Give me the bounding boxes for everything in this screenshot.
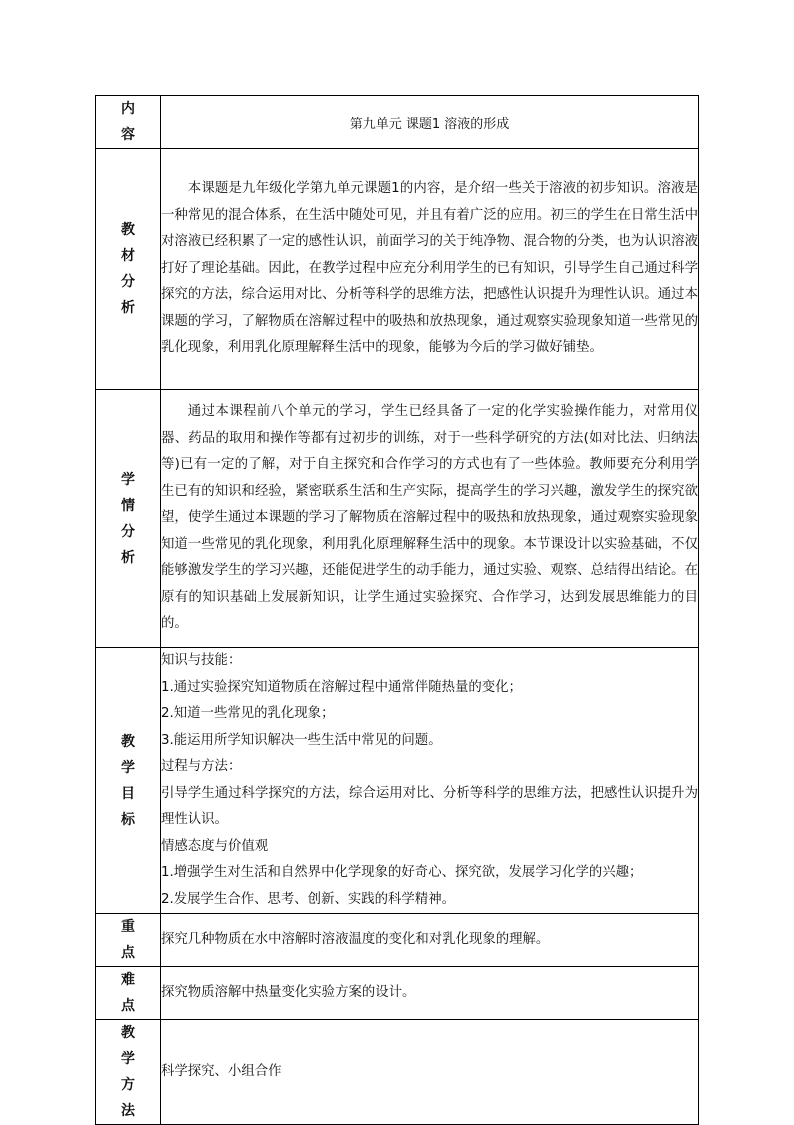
key-point-text: 探究几种物质在水中溶解时溶液温度的变化和对乳化现象的理解。 — [161, 914, 699, 967]
difficulty-label-cell — [96, 967, 161, 1020]
key-point-row — [96, 914, 699, 967]
header-row — [96, 96, 699, 149]
objectives-label-line2: 目 标 — [121, 785, 145, 828]
content-label-cell — [96, 96, 161, 149]
objective-line: 3.能运用所学知识解决一些生活中常见的问题。 — [161, 732, 442, 748]
material-analysis-text: 本课题是九年级化学第九单元课题1的内容，是介绍一些关于溶液的初步知识。溶液是一种常见的混合体系，在生活中随处可见，并且有着广泛的应用。初三的学生在日常生活中对溶液已经积累了一定的感性认识，前面学习的关于纯净物、混合物的分类，也为认识溶液打好了理论基础。因此，在教学过程中应充分利用学生的已有知识，引导学生自己通过科学探究的方法，综合运用对比、分析等科学的思维方法，把感性认识提升为理性认识。通过本课题的学习，了解物质在溶解过程中的吸热和放热现象，通过观察实验现象知道一些常见的乳化现象，利用乳化原理解释生活中的现象，能够为今后的学习做好铺垫。 — [161, 181, 698, 356]
student-analysis-content — [161, 390, 699, 648]
objective-line: 1.增强学生对生活和自然界中化学现象的好奇心、探究欲，发展学习化学的兴趣； — [161, 865, 643, 880]
objective-line: 2.知道一些常见的乳化现象； — [161, 706, 335, 721]
method-label-line1: 教 学 — [121, 1025, 145, 1067]
difficulty-label: 难 点 — [121, 972, 145, 1014]
objective-line: 1.通过实验探究知道物质在溶解过程中通常伴随热量的变化； — [161, 679, 522, 695]
material-analysis-label-line1: 教 材 — [121, 222, 145, 264]
difficulty-text: 探究物质溶解中热量变化实验方案的设计。 — [161, 967, 699, 1020]
lesson-title: 第九单元 课题1 溶液的形成 — [161, 96, 699, 149]
lesson-plan-table — [95, 95, 699, 1125]
content-label: 内 容 — [121, 101, 145, 143]
objective-line: 引导学生通过科学探究的方法，综合运用对比、分析等科学的思维方法，把感性认识提升为理性认识。 — [161, 785, 698, 827]
student-analysis-text: 通过本课程前八个单元的学习，学生已经具备了一定的化学实验操作能力，对常用仪器、药品的取用和操作等都有过初步的训练，对于一些科学研究的方法(如对比法、归纳法等)已有一定的了解，对于自主探究和合作学习的方式也有了一些体验。教师要充分利用学生已有的知识和经验，紧密联系生活和生产实际，提高学生的学习兴趣，激发学生的探究欲望，使学生通过本课题的学习了解物质在溶解过程中的吸热和放热现象，通过观察实验现象知道一些常见的乳化现象，利用乳化原理解释生活中的现象。本节课设计以实验基础，不仅能够激发学生的学习兴趣，还能促进学生的动手能力，通过实验、观察、总结得出结论。在原有的知识基础上发展新知识，让学生通过实验探究、合作学习，达到发展思维能力的目的。 — [161, 404, 698, 632]
material-analysis-label — [96, 149, 161, 390]
objective-line: 知识与技能： — [161, 653, 242, 668]
objective-line: 情感态度与价值观 — [161, 838, 269, 854]
method-label-line2: 方 法 — [121, 1077, 145, 1119]
method-row — [96, 1020, 699, 1125]
difficulty-row — [96, 967, 699, 1020]
material-analysis-label-line2: 分 析 — [121, 274, 145, 316]
material-analysis-row — [96, 149, 699, 390]
objectives-content — [161, 648, 699, 914]
method-label — [96, 1020, 161, 1125]
student-analysis-label — [96, 390, 161, 648]
key-point-label: 重 点 — [121, 919, 145, 961]
objectives-row — [96, 648, 699, 914]
objective-line: 2.发展学生合作、思考、创新、实践的科学精神。 — [161, 891, 455, 907]
student-analysis-row — [96, 390, 699, 648]
objectives-label-line1: 教 学 — [121, 733, 145, 776]
key-point-label-cell — [96, 914, 161, 967]
objective-line: 过程与方法： — [161, 759, 242, 774]
objectives-label — [96, 648, 161, 914]
student-analysis-label-line2: 分 析 — [121, 523, 145, 566]
student-analysis-label-line1: 学 情 — [121, 471, 145, 514]
material-analysis-content — [161, 149, 699, 390]
method-text: 科学探究、小组合作 — [161, 1020, 699, 1125]
